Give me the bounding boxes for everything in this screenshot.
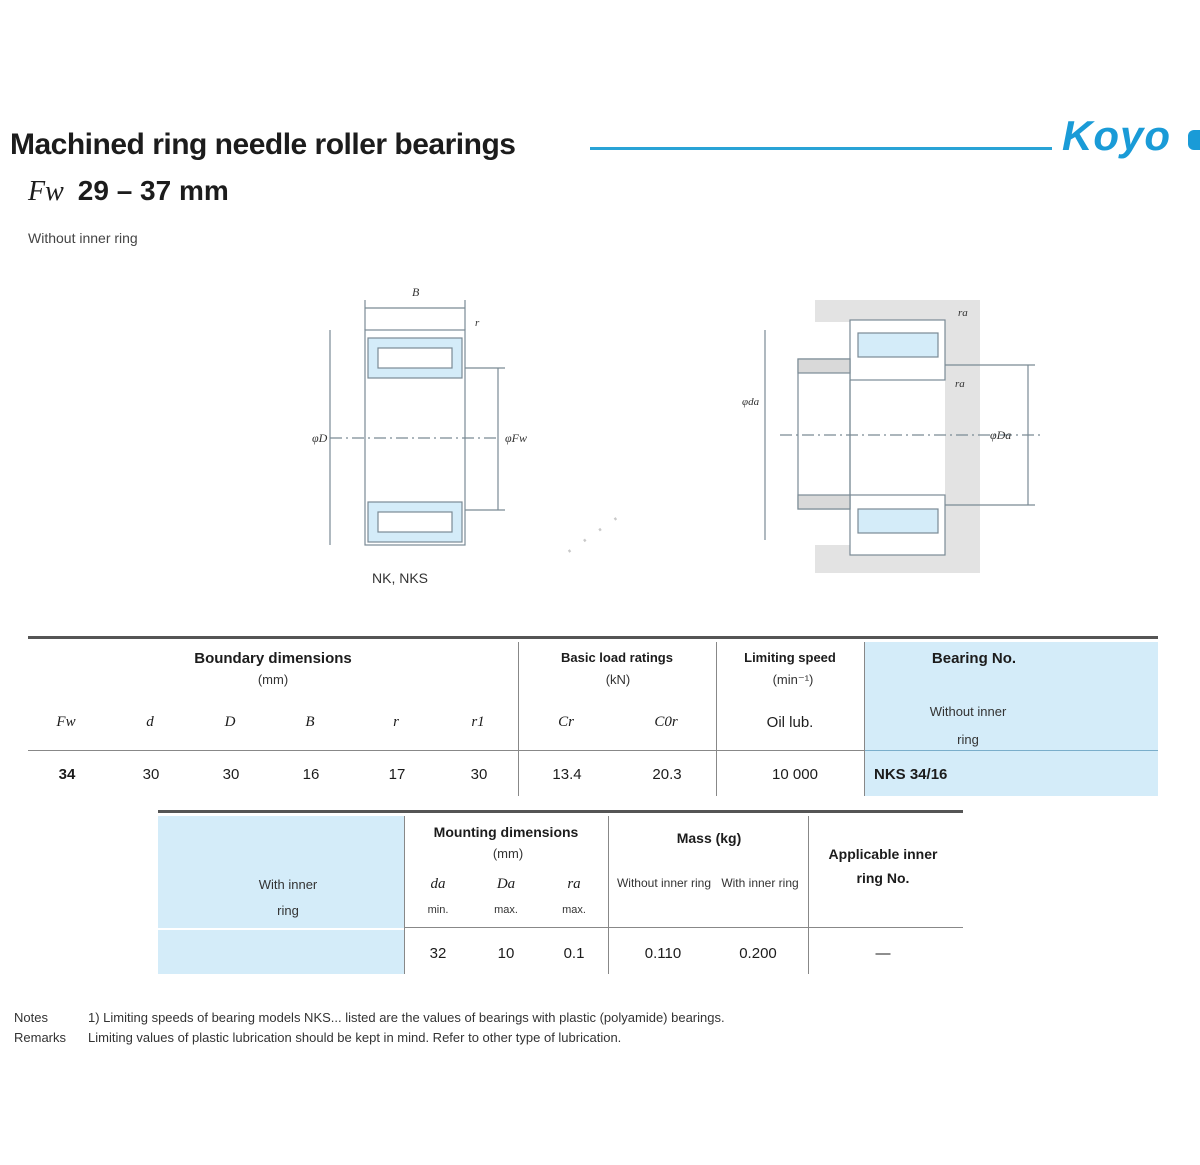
bearing-drawing-left: [300, 270, 560, 570]
group-header-speed: Limiting speed: [744, 650, 836, 665]
col-divider: [808, 816, 809, 974]
dim-label-d: φD: [312, 431, 328, 445]
notes-block: [14, 1008, 725, 1048]
with-inner-ring-value-cell: [158, 930, 404, 974]
dim-label-da-small: φda: [742, 396, 760, 408]
remarks-key: Remarks: [14, 1030, 67, 1045]
limit-max: max.: [494, 904, 518, 916]
notes-key: Notes: [14, 1010, 48, 1025]
cell-ra: 0.1: [563, 945, 585, 962]
cell-cr: 13.4: [552, 766, 582, 783]
dimensions-table: [28, 636, 1158, 796]
cell-fw: 34: [58, 766, 76, 783]
notes-text: 1) Limiting speeds of bearing models NKS... listed are the values of bearings with plastic (polyamide) bearings.: [88, 1010, 725, 1025]
table-top-rule: [158, 810, 963, 813]
range-value: 29 – 37 mm: [77, 175, 229, 206]
mass-with-label: With inner ring: [721, 876, 799, 890]
dim-label-r: r: [475, 317, 480, 329]
col-header-outer-d: D: [224, 714, 236, 730]
remarks-text: Limiting values of plastic lubrication should be kept in mind. Refer to other type of lubrication.: [88, 1030, 622, 1045]
brand-logo: Koyo: [1062, 112, 1171, 159]
cell-mass-with: 0.200: [739, 945, 777, 962]
cell-da-max: 10: [497, 945, 515, 962]
cell-r1: 30: [470, 766, 488, 783]
group-header-load: Basic load ratings: [561, 650, 673, 665]
unit-mounting: (mm): [492, 846, 524, 861]
range-subtitle: [28, 175, 229, 208]
cell-d: 30: [142, 766, 160, 783]
dim-label-da-large: φDa: [990, 428, 1012, 442]
group-header-mass: Mass (kg): [676, 830, 742, 846]
cell-b: 16: [302, 766, 320, 783]
unit-boundary: (mm): [257, 672, 289, 687]
watermark: · · · ·: [557, 503, 628, 564]
bearing-drawing-mounting: [740, 295, 1060, 580]
limit-min: min.: [427, 904, 449, 916]
col-header-b: B: [305, 714, 315, 730]
dim-label-fw: φFw: [505, 431, 527, 445]
table-top-rule: [28, 636, 1158, 639]
unit-speed: (min⁻¹): [772, 672, 814, 687]
col-header-c0r: C0r: [654, 714, 678, 730]
col-header-r: r: [393, 714, 399, 730]
col-header-da: da: [430, 876, 446, 892]
fw-symbol: Fw: [28, 176, 64, 207]
cell-bearing-no: NKS 34/16: [874, 766, 948, 783]
caption: Without inner ring: [28, 230, 138, 246]
dim-label-b: B: [412, 285, 420, 299]
dim-label-ra: ra: [955, 378, 965, 390]
col-header-d: d: [146, 714, 154, 730]
col-header-fw: Fw: [56, 714, 76, 730]
col-divider: [518, 642, 519, 796]
dim-label-ra-top: ra: [958, 307, 968, 319]
group-header-boundary: Boundary dimensions: [194, 650, 352, 667]
notes-line: [14, 1008, 725, 1028]
limit-max-ra: max.: [562, 904, 586, 916]
unit-load: (kN): [605, 672, 631, 687]
group-header-bearing-no: Bearing No.: [931, 650, 1017, 667]
col-header-oil-lub: Oil lub.: [766, 714, 814, 731]
figure-label: NK, NKS: [372, 570, 429, 586]
cell-c0r: 20.3: [652, 766, 682, 783]
table-header-divider: [404, 927, 963, 928]
cell-mass-without: 0.110: [644, 945, 682, 962]
cell-speed: 10 000: [772, 766, 818, 783]
group-header-applicable-inner: Applicable inner ring No.: [828, 846, 938, 886]
with-inner-ring-label: With inner ring: [258, 877, 318, 918]
without-inner-ring-label: Without inner ring: [929, 704, 1007, 747]
mounting-table: [158, 810, 963, 975]
cell-da: 32: [429, 945, 447, 962]
col-divider: [716, 642, 717, 796]
brand-mark: [1188, 130, 1200, 150]
cell-outer-d: 30: [222, 766, 240, 783]
page-title: Machined ring needle roller bearings: [10, 128, 516, 161]
group-header-mounting: Mounting dimensions: [433, 824, 579, 840]
table-header-divider: [28, 750, 864, 751]
col-header-cr: Cr: [558, 714, 574, 730]
mass-without-label: Without inner ring: [616, 876, 712, 890]
col-header-r1: r1: [471, 714, 485, 730]
col-divider: [864, 642, 865, 796]
remarks-line: [14, 1028, 725, 1048]
title-rule: [590, 147, 1052, 150]
col-header-ra: ra: [567, 876, 581, 892]
cell-r: 17: [388, 766, 406, 783]
cell-inner-ring-no: —: [875, 945, 891, 962]
col-header-da-max: Da: [496, 876, 516, 892]
